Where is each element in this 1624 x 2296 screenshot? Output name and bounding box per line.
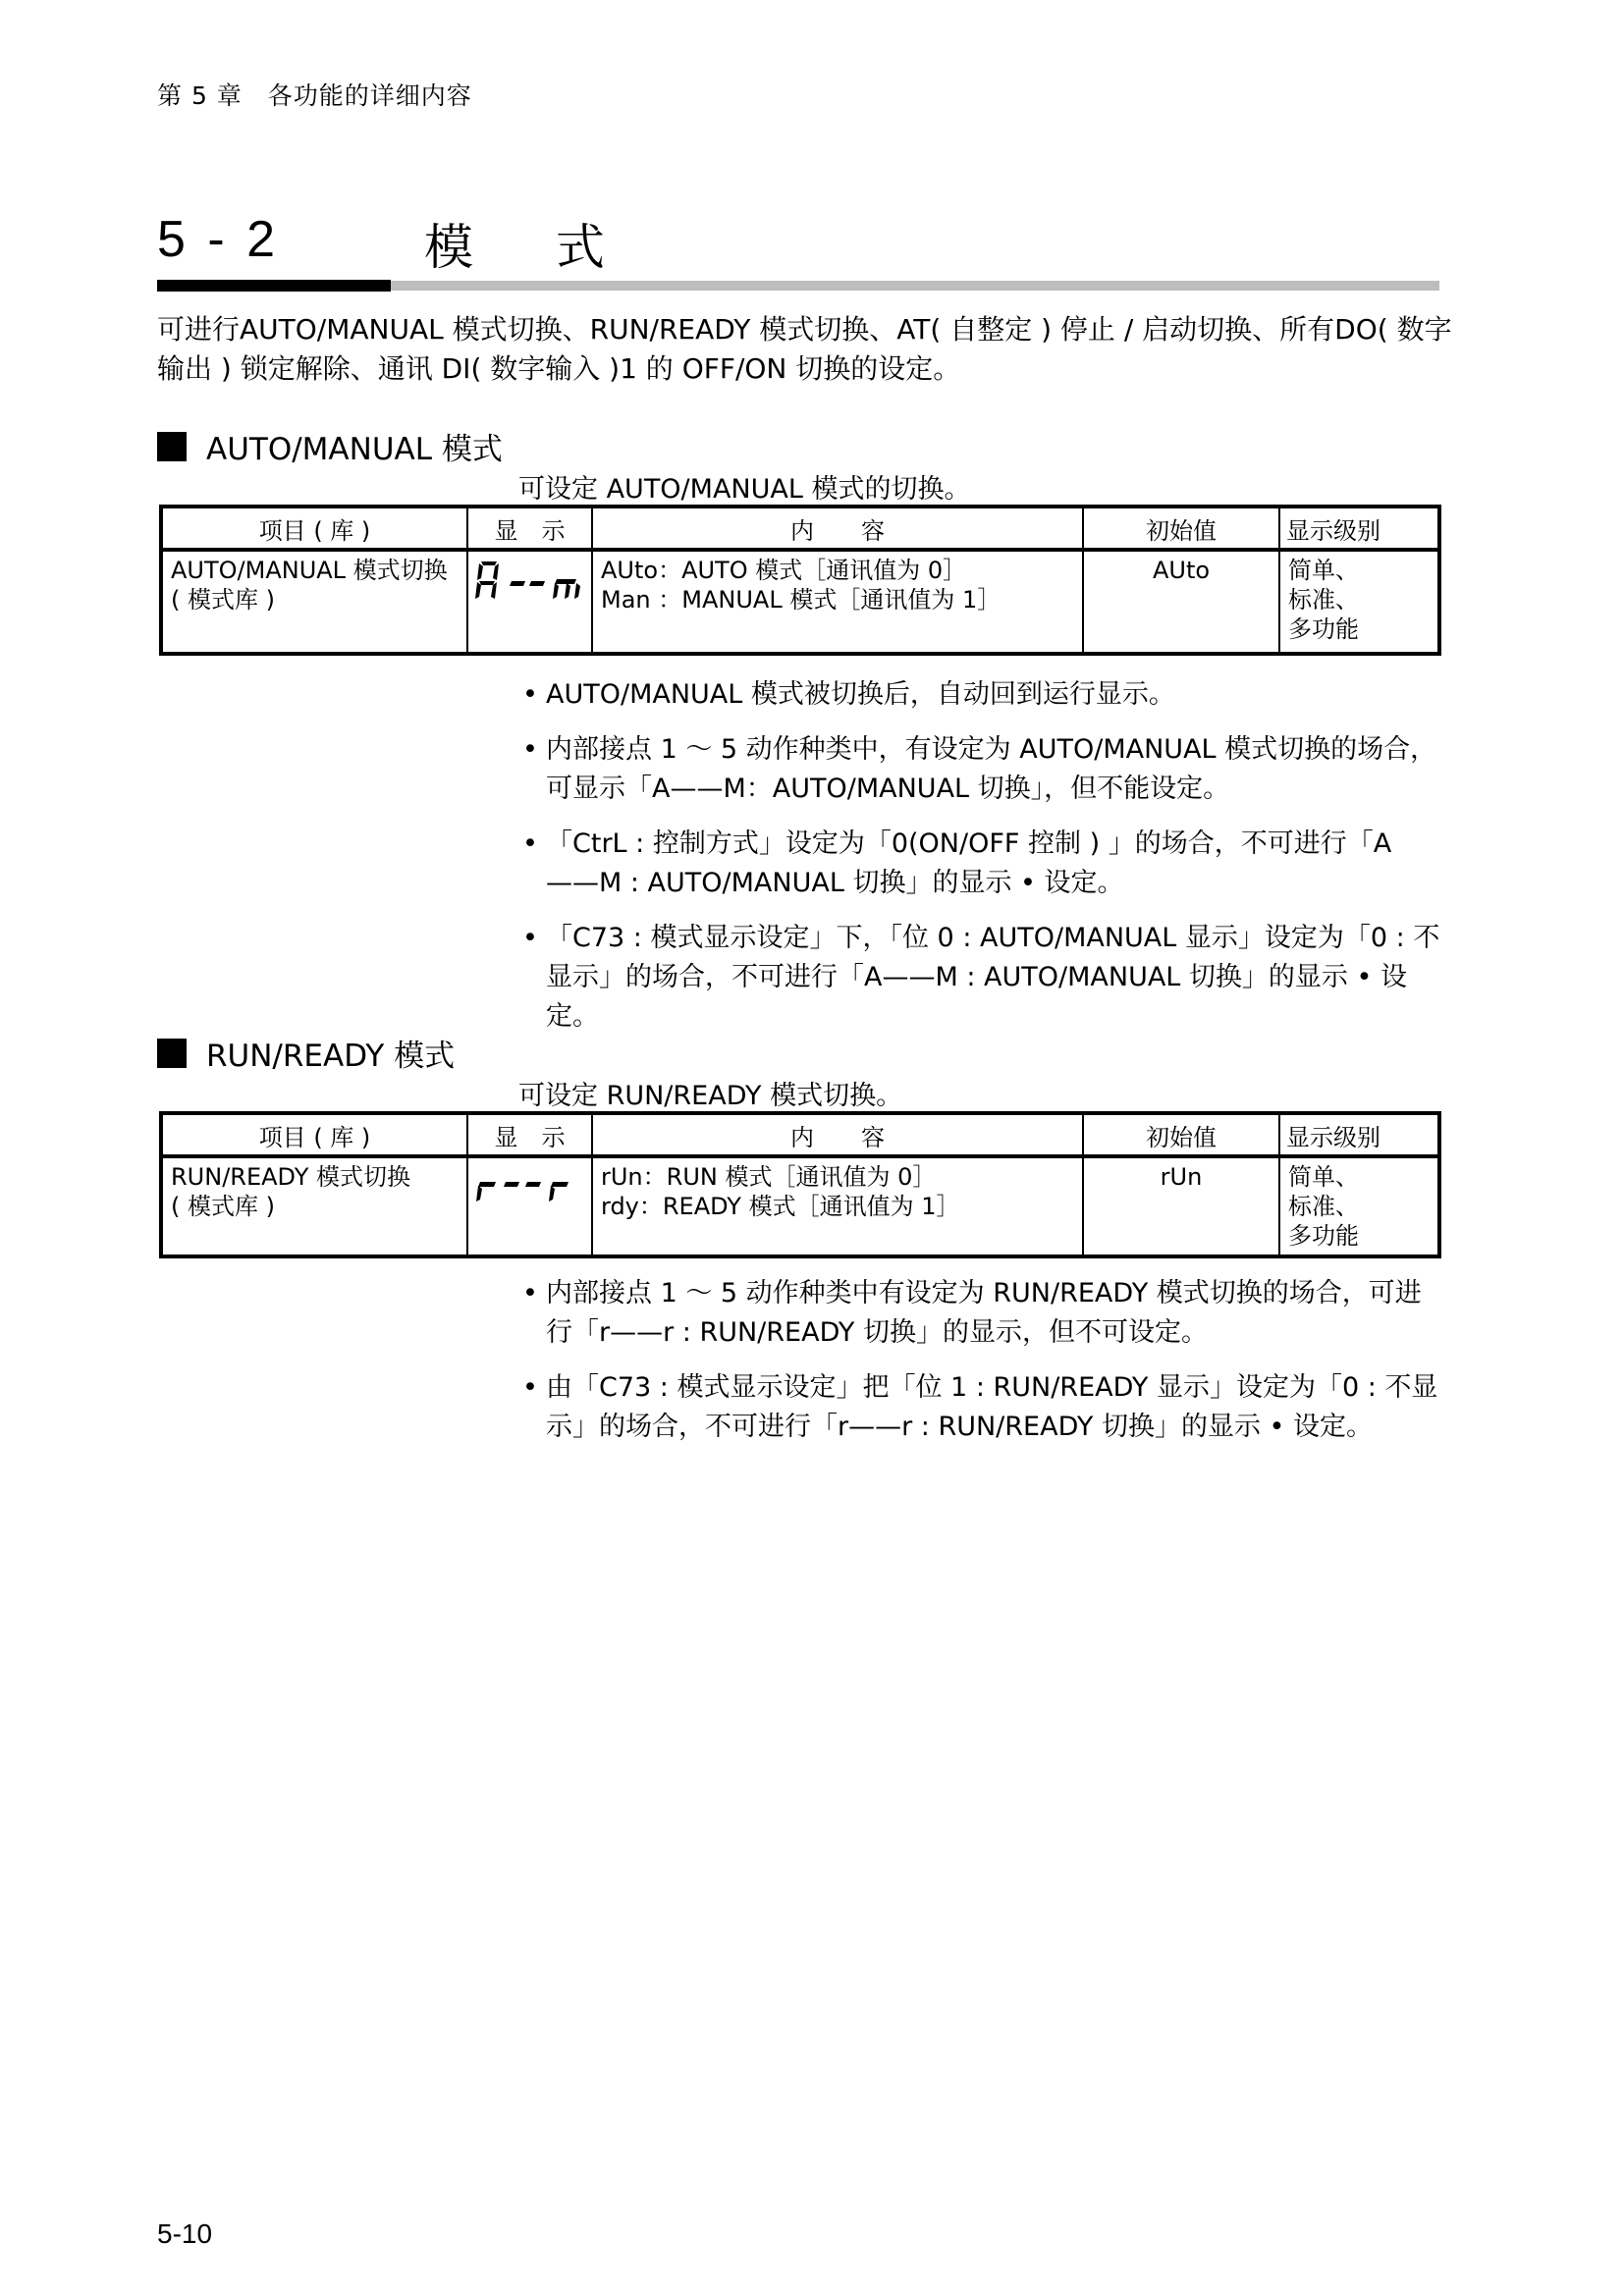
- header-item: 项目 ( 库 ): [161, 507, 467, 550]
- display-level-cell: 简单、 标准、 多功能: [1279, 1156, 1439, 1256]
- table-header-row: [161, 1113, 1439, 1156]
- note-item: • 「C73 : 模式显示设定」下，「位 0 : AUTO/MANUAL 显示」设定为「0 : 不显示」的场合，不可进行「A——M : AUTO/MANUAL 切换」的显示 • 设定。: [522, 923, 1440, 1032]
- header-display: 显 示: [467, 1113, 592, 1156]
- auto-manual-table: [159, 505, 1441, 656]
- item-cell: RUN/READY 模式切换 ( 模式库 ): [161, 1156, 467, 1256]
- header-initial: 初始值: [1083, 1113, 1279, 1156]
- header-initial: 初始值: [1083, 507, 1279, 550]
- run-ready-notes: [520, 1274, 1443, 1463]
- square-bullet-icon: [157, 432, 187, 461]
- section-intro: 可进行AUTO/MANUAL 模式切换、RUN/READY 模式切换、AT( 自整定 ) 停止 / 启动切换、所有DO( 数字输出 ) 锁定解除、通讯 DI( 数字输入 )1 的 OFF/ON 切换的设定。: [157, 313, 1452, 385]
- run-ready-heading-text: RUN/READY 模式: [206, 1039, 456, 1074]
- title-rule-thin: [391, 281, 1439, 291]
- header-content: 内 容: [592, 507, 1083, 550]
- header-level: 显示级别: [1279, 1113, 1439, 1156]
- page-number: 5-10: [157, 2218, 213, 2249]
- table-row: [161, 550, 1439, 654]
- header-level: 显示级别: [1279, 507, 1439, 550]
- seven-segment-r-r-icon: [472, 1166, 582, 1209]
- note-item: • 内部接点 1 ～ 5 动作种类中，有设定为 AUTO/MANUAL 模式切换的场合，可显示「A——M：AUTO/MANUAL 切换」，但不能设定。: [522, 734, 1437, 804]
- title-rule-thick: [157, 280, 391, 292]
- display-cell: [467, 550, 592, 654]
- header-content: 内 容: [592, 1113, 1083, 1156]
- display-level-cell: 简单、 标准、 多功能: [1279, 550, 1439, 654]
- item-cell: AUTO/MANUAL 模式切换 ( 模式库 ): [161, 550, 467, 654]
- note-item: • 内部接点 1 ～ 5 动作种类中有设定为 RUN/READY 模式切换的场合，可进行「r——r : RUN/READY 切换」的显示，但不可设定。: [522, 1278, 1422, 1348]
- content-cell: rUn：RUN 模式［通讯值为 0］ rdy：READY 模式［通讯值为 1］: [592, 1156, 1083, 1256]
- section-number: 5 - 2: [157, 211, 280, 268]
- auto-manual-caption: 可设定 AUTO/MANUAL 模式的切换。: [518, 474, 971, 505]
- header-display: 显 示: [467, 507, 592, 550]
- header-item: 项目 ( 库 ): [161, 1113, 467, 1156]
- initial-value-cell: AUto: [1083, 550, 1279, 654]
- note-item: • AUTO/MANUAL 模式被切换后，自动回到运行显示。: [522, 679, 1175, 710]
- content-cell: AUto：AUTO 模式［通讯值为 0］ Man ：MANUAL 模式［通讯值为 1］: [592, 550, 1083, 654]
- square-bullet-icon: [157, 1039, 187, 1068]
- running-header: 第 5 章 各功能的详细内容: [157, 81, 472, 110]
- seven-segment-a-m-icon: [472, 560, 582, 603]
- auto-manual-heading-text: AUTO/MANUAL 模式: [206, 432, 503, 467]
- table-row: [161, 1156, 1439, 1256]
- note-item: • 由「C73 : 模式显示设定」把「位 1 : RUN/READY 显示」设定为「0 : 不显示」的场合，不可进行「r——r : RUN/READY 切换」的显示 • 设定。: [522, 1372, 1438, 1442]
- note-item: • 「CtrL : 控制方式」设定为「0(ON/OFF 控制 ) 」的场合，不可进行「A——M : AUTO/MANUAL 切换」的显示 • 设定。: [522, 828, 1392, 898]
- display-cell: [467, 1156, 592, 1256]
- title-rule: [157, 280, 1439, 292]
- auto-manual-heading: [157, 424, 503, 468]
- auto-manual-notes: [520, 675, 1443, 1052]
- run-ready-table: [159, 1111, 1441, 1258]
- run-ready-heading: [157, 1031, 455, 1075]
- run-ready-caption: 可设定 RUN/READY 模式切换。: [518, 1081, 903, 1111]
- initial-value-cell: rUn: [1083, 1156, 1279, 1256]
- table-header-row: [161, 507, 1439, 550]
- section-title: 模 式: [424, 219, 638, 276]
